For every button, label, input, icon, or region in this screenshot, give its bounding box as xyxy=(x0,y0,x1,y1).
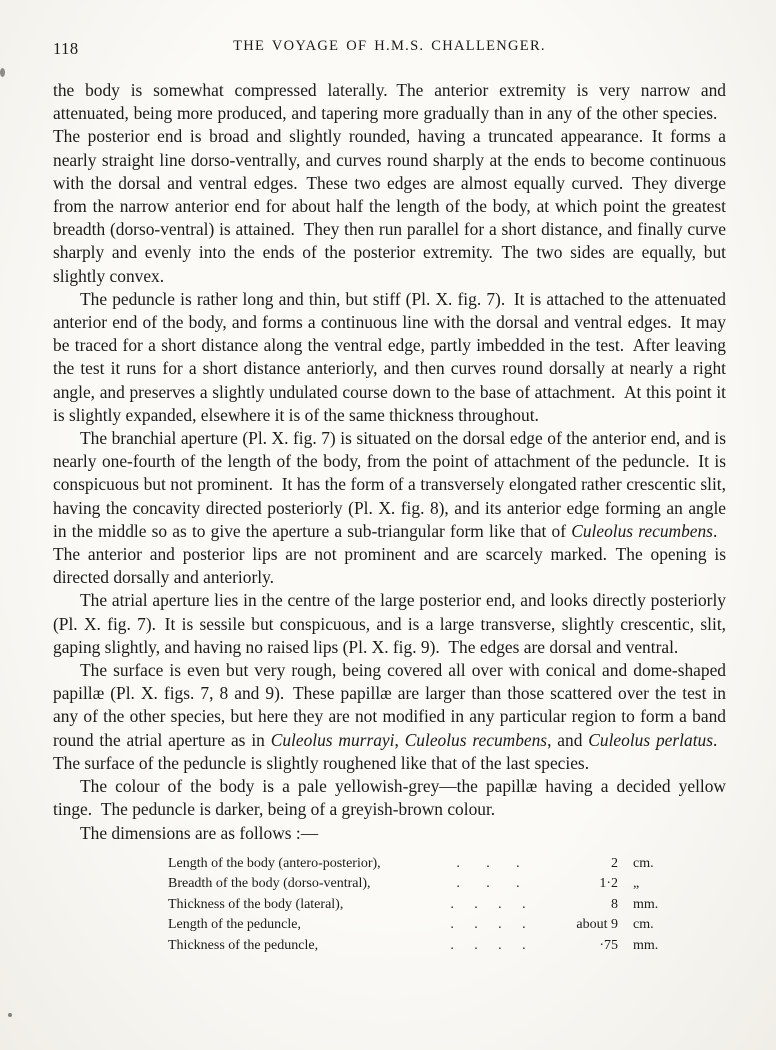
paragraph xyxy=(53,589,726,659)
text-segment: , and xyxy=(547,729,589,750)
leader-dots xyxy=(430,895,546,916)
page-header xyxy=(53,38,726,60)
dimension-unit: mm. xyxy=(633,896,659,912)
paragraph xyxy=(53,775,726,821)
text-segment: , xyxy=(394,729,405,750)
dimension-label: Breadth of the body (dorso-ventral), xyxy=(168,876,371,892)
leader-dots xyxy=(430,854,546,875)
dimension-value: ·75 xyxy=(599,937,618,953)
leader-dot: . xyxy=(450,917,454,933)
paragraph xyxy=(53,427,726,589)
scan-artifact xyxy=(0,68,5,77)
leader-dot: . xyxy=(516,855,520,871)
leader-dot: . xyxy=(498,937,502,953)
species-name: Culeolus perlatus xyxy=(588,729,713,750)
paragraph xyxy=(53,659,726,775)
leader-dot: . xyxy=(486,855,490,871)
text-segment: The colour of the body is a pale yellowish-grey—the papillæ having a decided yellow tinge. The peduncle is darker, being of a greyish-brown colour. xyxy=(53,776,726,820)
leader-dot: . xyxy=(456,876,460,892)
species-name: Culeolus recumbens xyxy=(571,520,713,541)
dimension-label: Thickness of the peduncle, xyxy=(168,937,319,953)
dimension-row xyxy=(168,874,670,895)
paragraph xyxy=(53,79,726,288)
leader-dots xyxy=(430,915,546,936)
dimension-unit: cm. xyxy=(633,855,654,871)
dimension-value: 2 xyxy=(611,855,618,871)
dimension-unit: cm. xyxy=(633,917,654,933)
dimension-label: Length of the body (antero-posterior), xyxy=(168,855,381,871)
leader-dot: . xyxy=(486,876,490,892)
leader-dot: . xyxy=(522,896,526,912)
text-segment: The branchial aperture (Pl. X. fig. 7) is situated on the dorsal edge of the anterior end, and is nearly one-fourth of the length of the body, from the point of attachment of the peduncle. It is conspicuous but not prominent. It has the form of a transversely elongated rather crescentic slit, having the concavity directed posteriorly (Pl. X. fig. 8), and its anterior edge forming an angle in the middle so as to give the aperture a sub-triangular form like that of xyxy=(53,428,726,541)
dimension-unit: „ xyxy=(633,876,640,892)
page-number: 118 xyxy=(53,39,79,58)
dimension-row xyxy=(168,895,670,916)
paragraph xyxy=(53,822,726,845)
dimension-value: about 9 xyxy=(576,917,618,933)
text-segment: the body is somewhat compressed laterally. The anterior extremity is very narrow and attenuated, being more produced, and tapering more gradually than in any of the other species. The posterior end is broad and slightly rounded, having a truncated appearance. It forms a nearly straight line dorso-ventrally, and curves round sharply at the ends to become continuous with the dorsal and ventral edges. These two edges are almost equally curved. They diverge from the narrow anterior end for about half the length of the body, at which point the greatest breadth (dorso-ventral) is attained. They then run parallel for a short distance, and finally curve sharply and evenly into the ends of the posterior extremity. The two sides are equally, but slightly convex. xyxy=(53,80,726,286)
leader-dot: . xyxy=(522,937,526,953)
dimension-value: 8 xyxy=(611,896,618,912)
leader-dot: . xyxy=(522,917,526,933)
dimension-value: 1·2 xyxy=(599,876,618,892)
species-name: Culeolus murrayi xyxy=(270,729,395,750)
leader-dots xyxy=(430,874,546,895)
leader-dot: . xyxy=(498,917,502,933)
body-text xyxy=(53,79,726,845)
scan-artifact xyxy=(8,1013,12,1017)
text-segment: The atrial aperture lies in the centre of the large posterior end, and looks directly posteriorly (Pl. X. fig. 7). It is sessile but conspicuous, and is a large transverse, slightly crescentic, slit, gaping slightly, and having no raised lips (Pl. X. fig. 9). The edges are dorsal and ventral. xyxy=(53,590,726,657)
leader-dot: . xyxy=(456,855,460,871)
leader-dot: . xyxy=(450,937,454,953)
leader-dot: . xyxy=(516,876,520,892)
dimension-label: Thickness of the body (lateral), xyxy=(168,896,344,912)
paragraph xyxy=(53,288,726,427)
dimensions-table xyxy=(168,854,670,957)
dimension-row xyxy=(168,915,670,936)
dimension-row xyxy=(168,854,670,875)
text-segment: The surface is even but very rough, being covered all over with conical and dome-shaped papillæ (Pl. X. figs. 7, 8 and 9). These papillæ are larger than those scattered over the test in any of the other species, but here they are not modified in any particular region to form a band round the atrial aperture as in xyxy=(53,660,726,750)
leader-dot: . xyxy=(474,917,478,933)
leader-dots xyxy=(430,936,546,957)
running-title: THE VOYAGE OF H.M.S. CHALLENGER. xyxy=(233,38,546,54)
dimension-unit: mm. xyxy=(633,937,659,953)
text-segment: The dimensions are as follows :— xyxy=(80,822,319,843)
leader-dot: . xyxy=(450,896,454,912)
species-name: Culeolus recumbens xyxy=(404,729,548,750)
dimension-label: Length of the peduncle, xyxy=(168,917,301,933)
text-segment: . The anterior and posterior lips are not prominent and are scarcely marked. The opening is directed dorsally and anteriorly. xyxy=(53,520,726,588)
text-segment: The peduncle is rather long and thin, but stiff (Pl. X. fig. 7). It is attached to the attenuated anterior end of the body, and forms a continuous line with the dorsal and ventral edges. It may be traced for a short distance along the ventral edge, partly imbedded in the test. After leaving the test it runs for a short distance anteriorly, and then curves round dorsally at nearly a right angle, and preserves a slightly undulated course down to the base of attachment. At this point it is slightly expanded, elsewhere it is of the same thickness throughout. xyxy=(53,288,726,425)
text-segment: . The surface of the peduncle is slightly roughened like that of the last species. xyxy=(53,729,727,773)
leader-dot: . xyxy=(498,896,502,912)
leader-dot: . xyxy=(474,896,478,912)
leader-dot: . xyxy=(474,937,478,953)
dimension-row xyxy=(168,936,670,957)
